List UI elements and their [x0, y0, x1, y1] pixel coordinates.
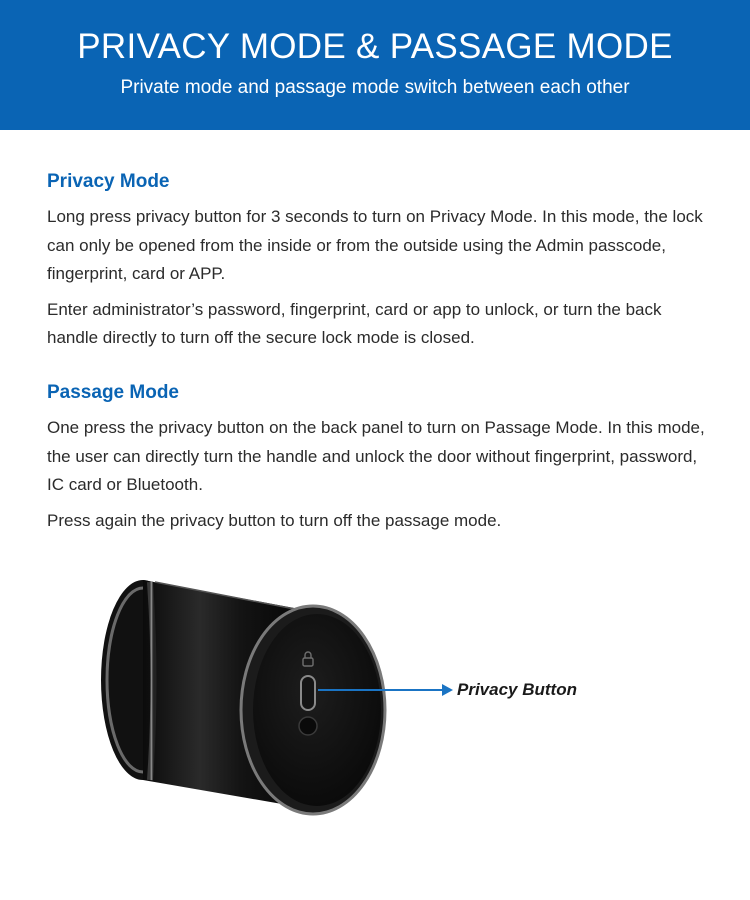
privacy-mode-heading: Privacy Mode: [47, 171, 170, 192]
passage-mode-paragraph-2: Press again the privacy button to turn off the passage mode.: [47, 510, 502, 530]
lock-back-panel-image: [95, 570, 395, 830]
page-header: [0, 0, 750, 130]
callout-line: [318, 689, 444, 691]
callout-arrow-icon: [442, 684, 453, 696]
page-title: PRIVACY MODE & PASSAGE MODE: [77, 27, 673, 66]
passage-mode-section: [47, 380, 707, 535]
passage-mode-paragraph-1: One press the privacy button on the back panel to turn on Passage Mode. In this mode, the user can directly turn the handle and unlock the door without fingerprint, password, IC card or Bluetooth.: [47, 418, 705, 494]
page-subtitle: Private mode and passage mode switch between each other: [120, 77, 630, 98]
passage-mode-heading: Passage Mode: [47, 382, 179, 403]
privacy-button-label: Privacy Button: [457, 680, 577, 699]
privacy-mode-paragraph-1: Long press privacy button for 3 seconds to turn on Privacy Mode. In this mode, the lock can only be opened from the inside or from the outside using the Admin passcode, fingerprint, card or APP.: [47, 207, 703, 283]
privacy-mode-section: [47, 169, 707, 353]
privacy-button[interactable]: [301, 676, 315, 710]
indicator-knob: [299, 717, 317, 735]
privacy-mode-paragraph-2: Enter administrator’s password, fingerprint, card or app to unlock, or turn the back handle directly to turn off the secure lock mode is closed.: [47, 299, 662, 347]
metal-band: [150, 582, 154, 780]
front-face: [253, 614, 381, 806]
